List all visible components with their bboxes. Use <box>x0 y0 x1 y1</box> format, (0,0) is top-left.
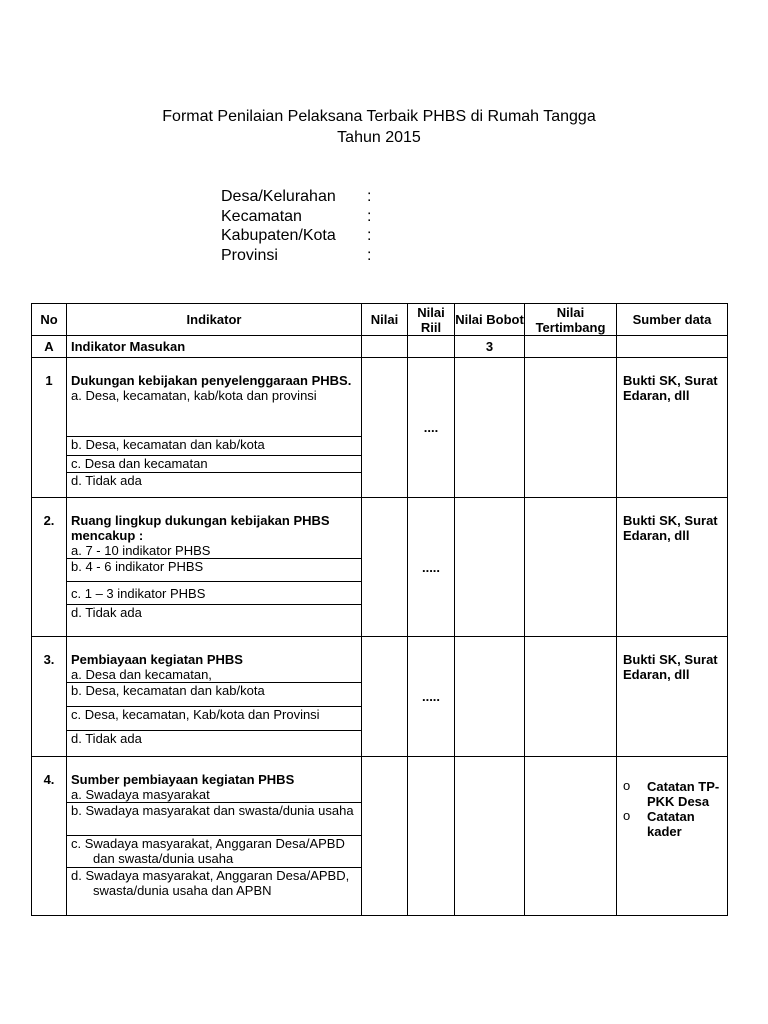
nilai-riil-cell: ..... <box>408 637 455 757</box>
indicator-cell <box>67 637 362 683</box>
header-sumber-data: Sumber data <box>617 304 728 336</box>
indicator-cell <box>67 498 362 559</box>
nilai-bobot-cell <box>455 358 525 498</box>
assessment-table <box>31 303 728 916</box>
nilai-cell <box>362 358 408 498</box>
nilai-bobot-cell <box>455 637 525 757</box>
location-separator: : <box>367 247 372 264</box>
location-separator: : <box>367 188 372 205</box>
bullet-icon: o <box>623 808 631 823</box>
source-cell: Bukti SK, Surat Edaran, dll <box>617 637 728 757</box>
bullet-icon: o <box>623 778 631 793</box>
nilai-tertimbang-cell <box>525 757 617 916</box>
indicator-option: c. Desa dan kecamatan <box>67 456 362 473</box>
location-provinsi <box>221 246 371 266</box>
section-row <box>32 336 728 358</box>
table-row <box>32 358 728 437</box>
header-nilai: Nilai <box>362 304 408 336</box>
indicator-option <box>67 836 362 868</box>
nilai-bobot-cell <box>455 757 525 916</box>
nilai-tertimbang-cell <box>525 637 617 757</box>
indicator-option-text: b. Swadaya masyarakat dan swasta/dunia usaha <box>71 803 354 818</box>
location-separator: : <box>367 208 372 225</box>
table-header-row <box>32 304 728 336</box>
indicator-option: b. Desa, kecamatan dan kab/kota <box>67 683 362 707</box>
source-list-item <box>623 779 721 809</box>
location-label: Kecamatan <box>221 208 302 225</box>
row-number: 1 <box>32 358 67 498</box>
indicator-option <box>67 868 362 916</box>
indicator-cell <box>67 757 362 803</box>
nilai-tertimbang-cell <box>525 358 617 498</box>
document-title: Format Penilaian Pelaksana Terbaik PHBS di Rumah Tangga <box>162 108 596 125</box>
indicator-option: a. Desa dan kecamatan, <box>71 667 212 682</box>
header-nilai-tertimbang: Nilai Tertimbang <box>525 304 617 336</box>
header-no: No <box>32 304 67 336</box>
indicator-option: b. 4 - 6 indikator PHBS <box>67 559 362 582</box>
indicator-option-text: c. Swadaya masyarakat, Anggaran Desa/APBD dan swasta/dunia usaha <box>71 836 345 866</box>
nilai-bobot-cell <box>455 498 525 637</box>
section-label: Indikator Masukan <box>67 336 362 358</box>
section-tertimbang-cell <box>525 336 617 358</box>
header-nilai-riil: Nilai Riil <box>408 304 455 336</box>
indicator-option: b. Desa, kecamatan dan kab/kota <box>67 437 362 456</box>
nilai-cell <box>362 637 408 757</box>
indicator-option: d. Tidak ada <box>67 731 362 757</box>
indicator-cell <box>67 358 362 437</box>
section-code: A <box>32 336 67 358</box>
location-kecamatan <box>221 207 371 227</box>
nilai-riil-cell: ..... <box>408 498 455 637</box>
section-nilai-cell <box>362 336 408 358</box>
source-cell: Bukti SK, Surat Edaran, dll <box>617 358 728 498</box>
source-list-text: Catatan kader <box>647 809 695 839</box>
nilai-riil-cell: .... <box>408 358 455 498</box>
indicator-option: a. 7 - 10 indikator PHBS <box>71 543 211 558</box>
indicator-option: c. 1 – 3 indikator PHBS <box>67 582 362 605</box>
nilai-tertimbang-cell <box>525 498 617 637</box>
source-list-text: Catatan TP-PKK Desa <box>647 779 720 809</box>
nilai-riil-cell <box>408 757 455 916</box>
indicator-option-text: d. Swadaya masyarakat, Anggaran Desa/APBD, swasta/dunia usaha dan APBN <box>71 868 350 898</box>
indicator-option: a. Swadaya masyarakat <box>71 787 210 802</box>
indicator-heading: Ruang lingkup dukungan kebijakan PHBS mencakup : <box>71 513 330 543</box>
source-cell: Bukti SK, Surat Edaran, dll <box>617 498 728 637</box>
source-list <box>623 779 721 839</box>
nilai-cell <box>362 757 408 916</box>
row-number: 4. <box>32 757 67 916</box>
section-source-cell <box>617 336 728 358</box>
document-year: Tahun 2015 <box>337 129 421 146</box>
indicator-option <box>67 803 362 836</box>
location-label: Desa/Kelurahan <box>221 188 336 205</box>
section-bobot: 3 <box>455 336 525 358</box>
location-label: Kabupaten/Kota <box>221 227 336 244</box>
header-indikator: Indikator <box>67 304 362 336</box>
table-row <box>32 637 728 683</box>
section-riil-cell <box>408 336 455 358</box>
location-kabupaten <box>221 226 371 246</box>
source-list-item <box>623 809 721 839</box>
indicator-option: d. Tidak ada <box>67 605 362 637</box>
row-number: 2. <box>32 498 67 637</box>
location-label: Provinsi <box>221 247 278 264</box>
nilai-cell <box>362 498 408 637</box>
indicator-heading: Sumber pembiayaan kegiatan PHBS <box>71 772 295 787</box>
source-cell <box>617 757 728 916</box>
indicator-option: c. Desa, kecamatan, Kab/kota dan Provinsi <box>67 707 362 731</box>
indicator-option: a. Desa, kecamatan, kab/kota dan provinsi <box>71 388 317 403</box>
table-row <box>32 757 728 803</box>
table-row <box>32 498 728 559</box>
indicator-option: d. Tidak ada <box>67 473 362 498</box>
indicator-heading: Pembiayaan kegiatan PHBS <box>71 652 243 667</box>
location-desa <box>221 187 371 207</box>
location-separator: : <box>367 227 372 244</box>
indicator-heading: Dukungan kebijakan penyelenggaraan PHBS. <box>71 373 352 388</box>
row-number: 3. <box>32 637 67 757</box>
header-nilai-bobot: Nilai Bobot <box>455 304 525 336</box>
